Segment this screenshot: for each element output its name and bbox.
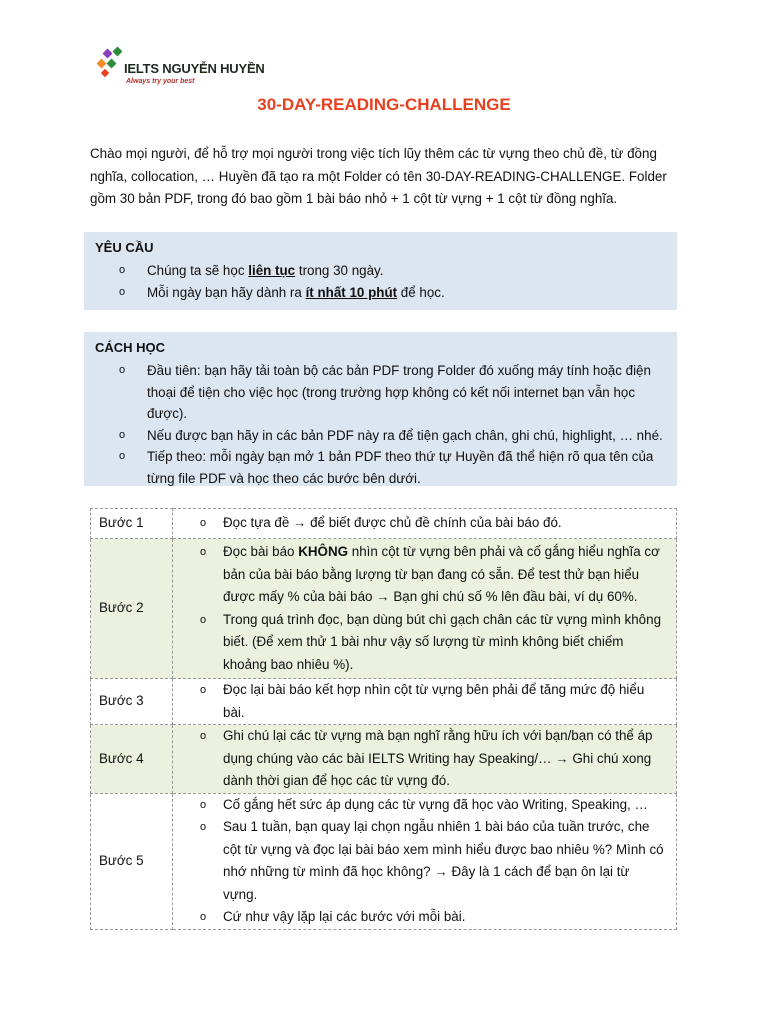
brand-logo xyxy=(96,44,266,94)
requirement-text: Chúng ta sẽ học xyxy=(147,263,249,278)
bullet-icon: o xyxy=(200,821,207,833)
table-row xyxy=(91,725,677,794)
bullet-icon: o xyxy=(200,613,207,626)
step-text: Đọc bài báo xyxy=(223,544,299,559)
step-content xyxy=(173,539,677,679)
step-text: Ghi chú lại các từ vựng mà bạn nghĩ rằng hữu ích với bạn/bạn có thể áp dụng chúng vào các bài IELTS Writing hay Speaking/… → Ghi chú xong dành thời gian để học các từ vựng đó. xyxy=(223,728,653,788)
method-list xyxy=(95,360,669,489)
logo-tagline: Always try your best xyxy=(126,78,195,85)
bullet-icon: o xyxy=(119,364,126,376)
method-box xyxy=(84,332,677,486)
list-item xyxy=(95,360,669,425)
requirement-emphasis: ít nhất 10 phút xyxy=(305,284,398,300)
list-item xyxy=(95,446,669,489)
requirements-box xyxy=(84,232,677,310)
requirements-heading: YÊU CẦU xyxy=(95,240,154,255)
method-text: Đầu tiên: bạn hãy tải toàn bộ các bản PDF trong Folder đó xuống máy tính hoặc điện thoại để tiện cho việc học (trong trường hợp không có kết nối internet bạn vẫn học được). xyxy=(147,363,651,421)
requirement-text: trong 30 ngày. xyxy=(295,263,384,278)
step-text: nhìn cột từ vựng bên phải và cố gắng hiểu nghĩa cơ bản của bài báo bằng lượng từ bạn đang có sẵn. Để test thử bạn hiểu được mấy % của bài báo → Bạn ghi chú số % lên đầu bài, ví dụ 60%. xyxy=(223,544,660,604)
step-text: Đọc tựa đề → để biết được chủ đề chính của bài báo đó. xyxy=(223,515,562,531)
step-content xyxy=(173,509,677,539)
method-text: Tiếp theo: mỗi ngày bạn mở 1 bản PDF theo thứ tự Huyền đã thể hiện rõ qua tên của từng file PDF và học theo các bước bên dưới. xyxy=(147,449,654,486)
table-row xyxy=(91,539,677,679)
step-content xyxy=(173,725,677,794)
list-item xyxy=(95,282,669,304)
list-item xyxy=(173,512,666,535)
table-row xyxy=(91,679,677,725)
bullet-icon: o xyxy=(200,911,207,923)
step-text-bold: KHÔNG xyxy=(298,544,349,559)
table-row xyxy=(91,509,677,539)
step-label: Bước 1 xyxy=(91,509,173,539)
requirements-list xyxy=(95,260,669,303)
requirement-emphasis: liên tục xyxy=(248,263,296,278)
step-text: Sau 1 tuần, bạn quay lại chọn ngẫu nhiên 1 bài báo của tuần trước, che cột từ vựng và đọc lại bài báo xem mình hiểu được bao nhiêu %? Mình có nhớ những từ mình đã học không? → Đây là 1 cách để bạn ôn lại từ vựng. xyxy=(223,819,664,902)
list-item xyxy=(173,679,666,724)
bullet-icon: o xyxy=(200,730,207,742)
step-label: Bước 3 xyxy=(91,679,173,725)
requirement-text: để học. xyxy=(397,284,445,300)
logo-brand-name: IELTS NGUYỄN HUYỀN xyxy=(124,61,265,76)
list-item xyxy=(173,794,666,817)
bullet-icon: o xyxy=(200,546,207,558)
requirement-text: Mỗi ngày bạn hãy dành ra xyxy=(147,284,306,300)
table-row xyxy=(91,793,677,929)
method-heading: CÁCH HỌC xyxy=(95,340,166,355)
step-text: Cố gắng hết sức áp dụng các từ vựng đã học vào Writing, Speaking, … xyxy=(223,796,648,812)
intro-paragraph: Chào mọi người, để hỗ trợ mọi người trong việc tích lũy thêm các từ vựng theo chủ đề, từ đồng nghĩa, collocation, … Huyền đã tạo ra một Folder có tên 30-DAY-READING-CHALLENGE. Folder gồm 30 bản PDF, trong đó bao gồm 1 bài báo nhỏ + 1 cột từ vựng + 1 cột từ đồng nghĩa. xyxy=(90,146,667,206)
step-label: Bước 2 xyxy=(91,539,173,679)
bullet-icon: o xyxy=(200,517,207,530)
list-item xyxy=(95,425,669,447)
step-content xyxy=(173,793,677,929)
list-item xyxy=(173,541,666,609)
bullet-icon: o xyxy=(119,428,126,441)
list-item xyxy=(173,725,666,793)
bullet-icon: o xyxy=(200,798,207,811)
method-text: Nếu được bạn hãy in các bản PDF này ra để tiện gạch chân, ghi chú, highlight, … nhé. xyxy=(147,427,663,443)
steps-table xyxy=(90,508,677,930)
step-text: Đọc lại bài báo kết hợp nhìn cột từ vựng bên phải để tăng mức độ hiểu bài. xyxy=(223,682,645,720)
page-title: 30-DAY-READING-CHALLENGE xyxy=(257,95,511,114)
step-text: Cứ như vậy lặp lại các bước với mỗi bài. xyxy=(223,909,466,924)
bullet-icon: o xyxy=(119,450,126,462)
list-item xyxy=(173,816,666,906)
step-content xyxy=(173,679,677,725)
bullet-icon: o xyxy=(200,684,207,696)
list-item xyxy=(95,260,669,282)
bullet-icon: o xyxy=(119,264,126,276)
list-item xyxy=(173,906,666,929)
step-text: Trong quá trình đọc, bạn dùng bút chì gạch chân các từ vựng mình không biết. (Để xem thử 1 bài như vậy số lượng từ mình không biết chiếm khoảng bao nhiêu %). xyxy=(223,611,662,672)
step-label: Bước 5 xyxy=(91,793,173,929)
bullet-icon: o xyxy=(119,285,126,298)
step-label: Bước 4 xyxy=(91,725,173,794)
list-item xyxy=(173,609,666,677)
